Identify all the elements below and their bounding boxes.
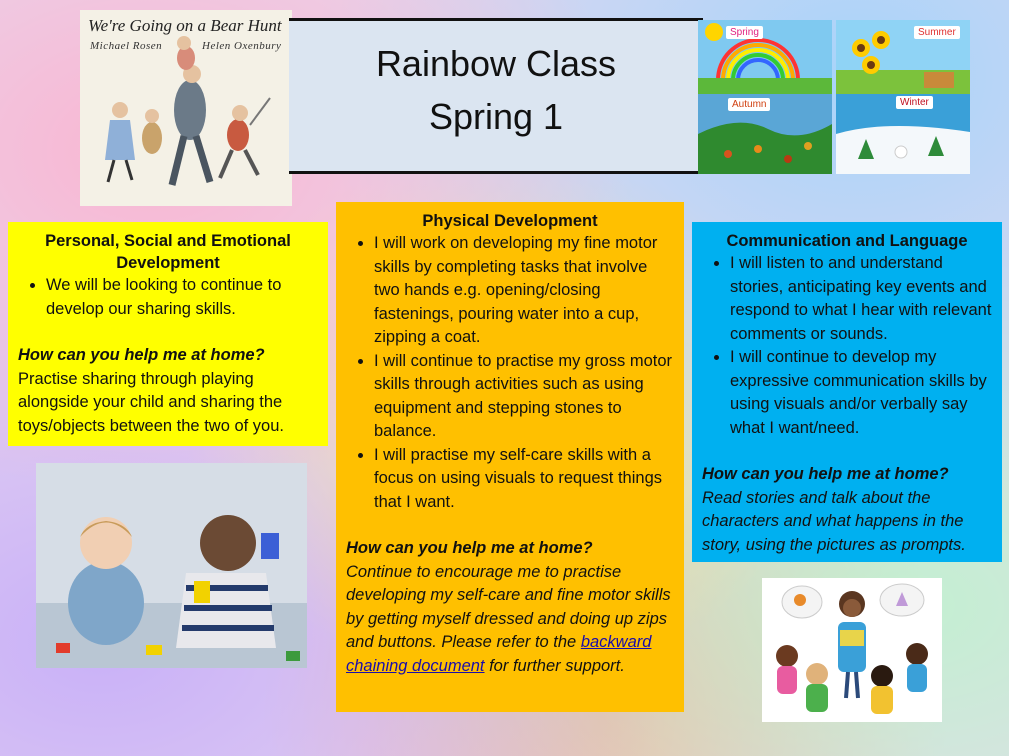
season-spring-image — [698, 20, 832, 100]
season-label-summer: Summer — [914, 26, 960, 39]
physical-bullet-list — [346, 232, 674, 514]
spring-scene-icon — [698, 20, 832, 100]
comm-heading: Communication and Language — [726, 232, 968, 250]
page-title: Rainbow Class — [375, 43, 617, 84]
physical-help-text-end: for further support. — [484, 656, 625, 675]
children-sharing-toys-illustration — [36, 463, 307, 668]
book-title: We're Going on a Bear Hunt — [88, 16, 282, 35]
physical-help-text-start: Continue to encourage me to practise developing my self-care and fine motor skills by getting myself dressed and doing up zips and buttons. Please refer to the — [346, 562, 671, 651]
physical-heading: Physical Development — [422, 212, 598, 230]
comm-bullet-list — [702, 252, 992, 440]
physical-bullet: • I will practise my self-care skills with a focus on using visuals to request things that I want. — [374, 444, 674, 515]
physical-help-text — [346, 561, 674, 679]
physical-bullet: • I will work on developing my fine motor skills by completing tasks that involve two hands e.g. opening/closing fastenings, pouring water into a cup, zipping a coat. — [374, 232, 674, 350]
psed-heading: Personal, Social and Emotional Development — [45, 232, 291, 272]
term-subtitle: Spring 1 — [428, 96, 564, 137]
psed-help-text: Practise sharing through playing alongside your child and sharing the toys/objects between the two of you. — [18, 369, 284, 435]
physical-help-heading: How can you help me at home? — [346, 539, 593, 557]
season-winter-image — [836, 94, 970, 174]
book-author: Michael Rosen — [90, 40, 163, 52]
psed-bullet: • We will be looking to continue to develop our sharing skills. — [46, 274, 318, 321]
book-illustrator: Helen Oxenbury — [202, 40, 282, 52]
communication-language-box — [692, 222, 1002, 562]
season-autumn-image — [698, 94, 832, 174]
title-banner — [289, 18, 703, 174]
psed-box — [8, 222, 328, 446]
children-listening-story-icon — [762, 578, 942, 722]
bear-hunt-illustration — [80, 10, 292, 206]
book-cover-image — [80, 10, 292, 206]
psed-help-heading: How can you help me at home? — [18, 346, 265, 364]
comm-bullet: • I will listen to and understand stories, anticipating key events and respond to what I hear with relevant comments or sounds. — [730, 252, 992, 346]
physical-bullet: • I will continue to practise my gross motor skills through activities such as using equipment and stepping stones to balance. — [374, 350, 674, 444]
comm-help-heading: How can you help me at home? — [702, 465, 949, 483]
comm-bullet: • I will continue to develop my expressive communication skills by using visuals and/or verbally say what I want/need. — [730, 346, 992, 440]
physical-development-box — [336, 202, 684, 712]
season-label-winter: Winter — [896, 96, 933, 109]
backward-chaining-link[interactable]: backward chaining document — [346, 633, 652, 675]
children-playing-photo — [36, 463, 307, 668]
season-label-spring: Spring — [726, 26, 763, 39]
psed-bullet-list — [18, 274, 318, 321]
comm-help-text: Read stories and talk about the characters and what happens in the story, using the pictures as prompts. — [702, 488, 966, 554]
season-summer-image — [836, 20, 970, 100]
story-time-illustration — [762, 578, 942, 722]
season-label-autumn: Autumn — [728, 98, 770, 111]
